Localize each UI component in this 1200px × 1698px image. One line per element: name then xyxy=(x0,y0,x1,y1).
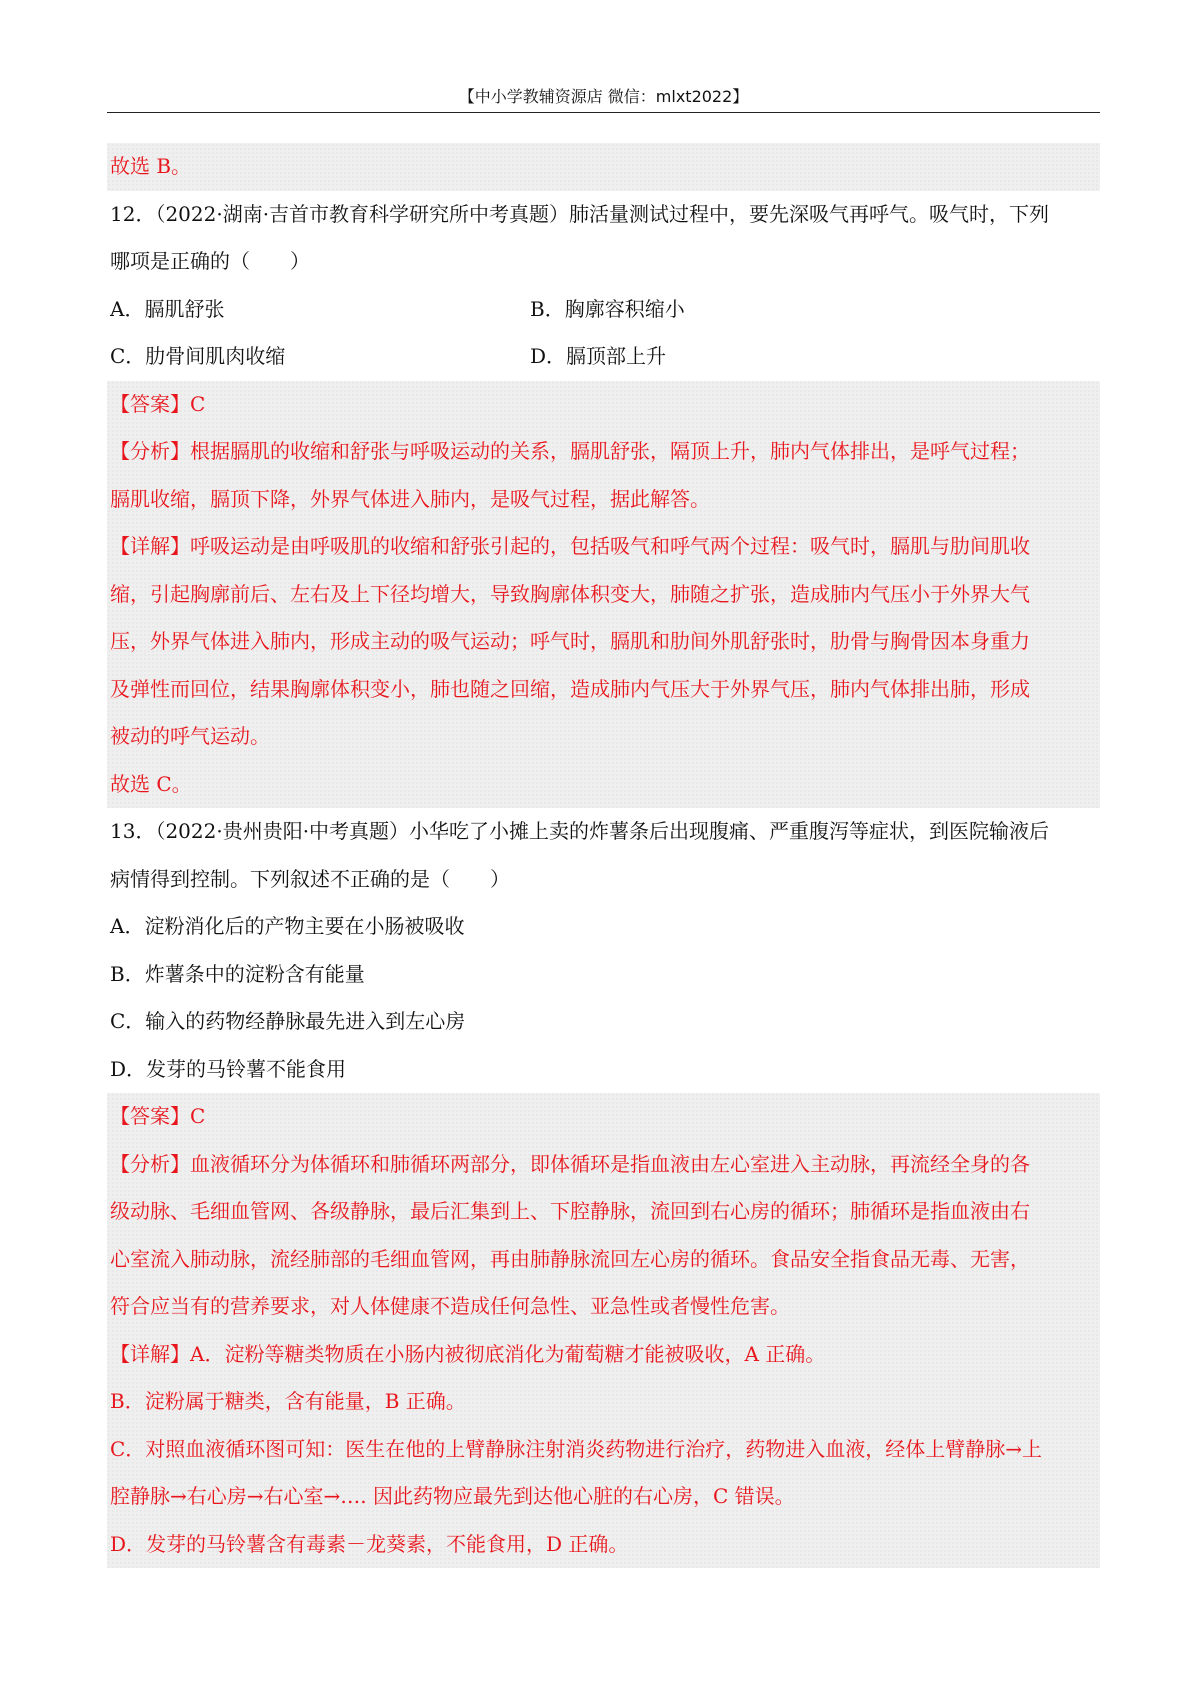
q12-detail-line: 被动的呼气运动。 xyxy=(110,724,270,748)
q12-options-row xyxy=(107,333,1100,381)
q13-option-a: A．淀粉消化后的产物主要在小肠被吸收 xyxy=(110,914,465,938)
q13-analysis-line: 级动脉、毛细血管网、各级静脉，最后汇集到上、下腔静脉，流回到右心房的循环；肺循环是指血液由右 xyxy=(110,1199,1030,1223)
q12-stem-line: 12．（2022·湖南·吉首市教育科学研究所中考真题）肺活量测试过程中，要先深吸气再呼气。吸气时，下列 xyxy=(110,201,1050,226)
q13-analysis-line: 心室流入肺动脉，流经肺部的毛细血管网，再由肺静脉流回左心房的循环。食品安全指食品无毒、无害， xyxy=(110,1246,1030,1271)
header-divider xyxy=(107,112,1100,113)
question-12 xyxy=(107,191,1100,809)
q12-analysis-line: 膈肌收缩，膈顶下降，外界气体进入肺内，是吸气过程，据此解答。 xyxy=(110,486,710,511)
q13-solution-block xyxy=(107,1093,1100,1568)
q13-detail-d: D．发芽的马铃薯含有毒素－龙葵素，不能食用，D 正确。 xyxy=(110,1531,629,1556)
q12-detail-line: 缩，引起胸廓前后、左右及上下径均增大，导致胸廓体积变大，肺随之扩张，造成肺内气压小于外界大气 xyxy=(110,581,1030,606)
q13-stem-line: 病情得到控制。下列叙述不正确的是（ ） xyxy=(110,866,510,891)
q12-detail-line: 【详解】呼吸运动是由呼吸肌的收缩和舒张引起的，包括吸气和呼气两个过程：吸气时，膈肌与肋间肌收 xyxy=(110,534,1030,558)
q13-analysis-line: 符合应当有的营养要求，对人体健康不造成任何急性、亚急性或者慢性危害。 xyxy=(110,1294,790,1318)
q12-option-a: A．膈肌舒张 xyxy=(110,296,225,321)
q13-detail-b: B．淀粉属于糖类，含有能量，B 正确。 xyxy=(110,1389,466,1413)
q12-conclusion: 故选 C。 xyxy=(110,771,192,796)
q12-analysis-line: 【分析】根据膈肌的收缩和舒张与呼吸运动的关系，膈肌舒张，隔顶上升，肺内气体排出，是呼气过程； xyxy=(110,439,1030,463)
q13-analysis-line: 【分析】血液循环分为体循环和肺循环两部分，即体循环是指血液由左心室进入主动脉，再流经全身的各 xyxy=(110,1151,1030,1176)
q12-solution-block xyxy=(107,381,1100,809)
q13-option-c: C．输入的药物经静脉最先进入到左心房 xyxy=(110,1009,466,1033)
q12-stem-line: 哪项是正确的（ ） xyxy=(110,249,310,273)
q12-answer: 【答案】C xyxy=(110,391,206,416)
q12-option-d: D．膈顶部上升 xyxy=(530,344,667,368)
q13-detail-c-line: 腔静脉→右心房→右心室→…. 因此药物应最先到达他心脏的右心房，C 错误。 xyxy=(110,1484,795,1508)
q12-detail-line: 压，外界气体进入肺内，形成主动的吸气运动；呼气时，膈肌和肋间外肌舒张时，肋骨与胸骨因本身重力 xyxy=(110,629,1030,653)
q13-detail-a: 【详解】A．淀粉等糖类物质在小肠内被彻底消化为葡萄糖才能被吸收，A 正确。 xyxy=(110,1341,826,1366)
q12-options-row xyxy=(107,286,1100,334)
q13-detail-c-line: C．对照血液循环图可知：医生在他的上臂静脉注射消炎药物进行治疗，药物进入血液，经体上臂静脉→上 xyxy=(110,1436,1043,1461)
q13-stem-line: 13．（2022·贵州贵阳·中考真题）小华吃了小摊上卖的炸薯条后出现腹痛、严重腹泻等症状，到医院输液后 xyxy=(110,819,1050,843)
q12-option-b: B．胸廓容积缩小 xyxy=(530,296,685,321)
q13-answer: 【答案】C xyxy=(110,1104,206,1128)
q13-option-b: B．炸薯条中的淀粉含有能量 xyxy=(110,961,365,986)
question-13 xyxy=(107,808,1100,1568)
q12-option-c: C．肋骨间肌肉收缩 xyxy=(110,344,286,368)
page-header: 【中小学教辅资源店 微信：mlxt2022】 xyxy=(458,87,749,106)
page-content xyxy=(107,143,1100,1568)
q11-conclusion: 故选 B。 xyxy=(107,143,1100,191)
q12-detail-line: 及弹性而回位，结果胸廓体积变小，肺也随之回缩，造成肺内气压大于外界气压，肺内气体排出肺，形成 xyxy=(110,676,1030,701)
q13-option-d: D．发芽的马铃薯不能食用 xyxy=(110,1056,347,1081)
